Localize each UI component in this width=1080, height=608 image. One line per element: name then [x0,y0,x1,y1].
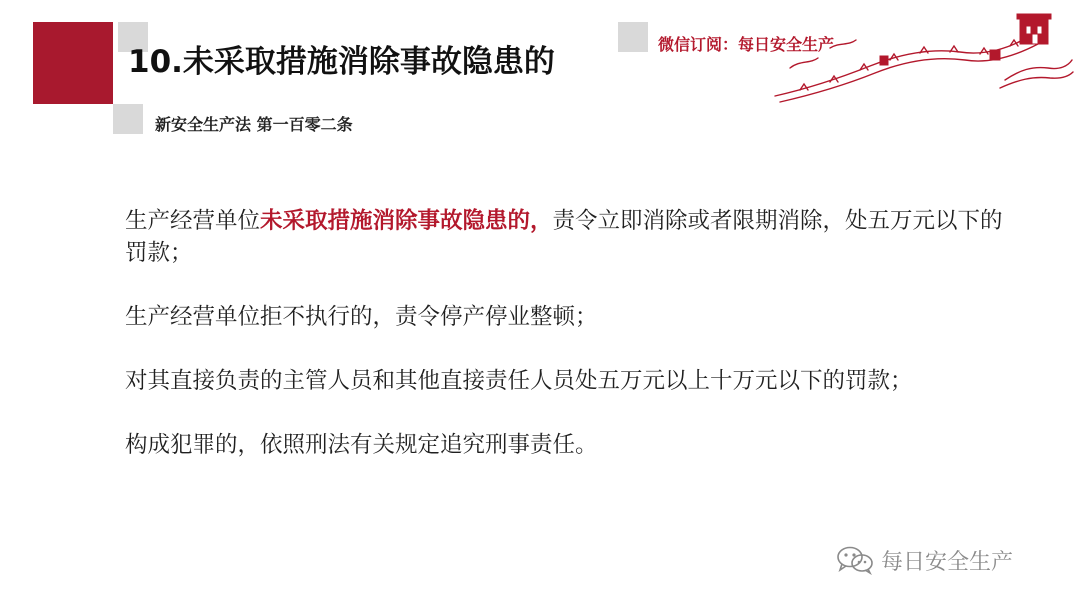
accent-block [33,22,113,104]
text-segment: 生产经营单位 [125,208,261,234]
article-body [125,205,1005,493]
paragraph-penalty [125,205,1005,269]
wechat-icon [835,545,875,575]
wechat-subscribe-label: 微信订阅：每日安全生产 [658,35,835,54]
great-wall-illustration [770,8,1075,108]
decor-square [113,104,143,134]
decor-square [618,22,648,52]
paragraph-personnel: 对其直接负责的主管人员和其他直接责任人员处五万元以上十万元以下的罚款； [125,368,913,394]
highlighted-violation: 未采取措施消除事故隐患的， [260,208,553,234]
text-segment: 责令立即消除或者限期消除，处五万元以下的罚款； [125,208,1003,266]
law-article-subtitle: 新安全生产法 第一百零二条 [155,115,353,134]
watermark-account-name: 每日安全生产 [881,549,1014,575]
paragraph-criminal: 构成犯罪的，依照刑法有关规定追究刑事责任。 [125,432,598,458]
page-title: 10.未采取措施消除事故隐患的 [128,44,555,80]
wechat-watermark [835,543,1013,577]
paragraph-refusal: 生产经营单位拒不执行的，责令停产停业整顿； [125,304,598,330]
